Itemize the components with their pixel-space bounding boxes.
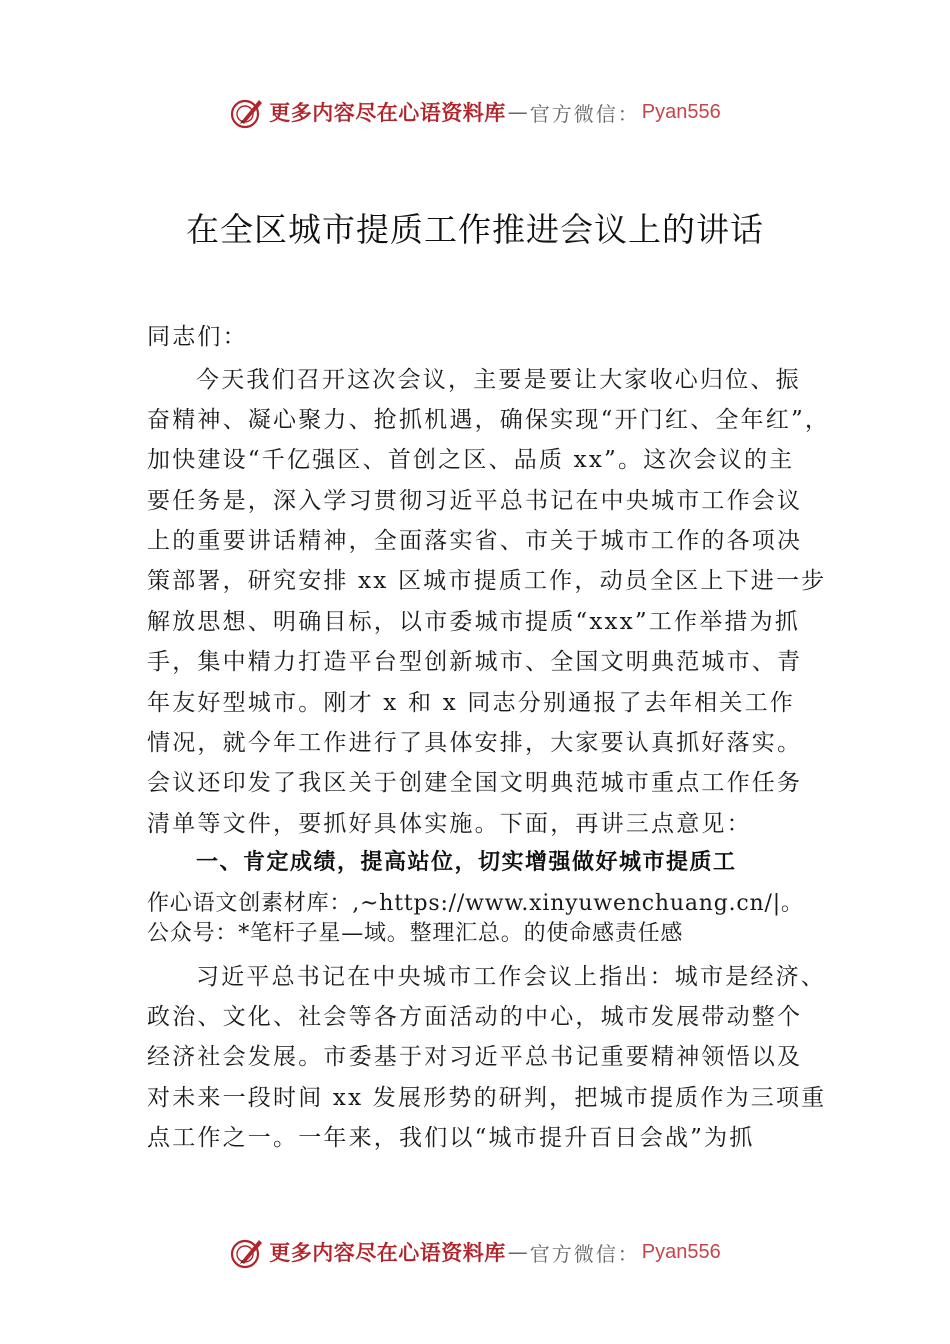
header-watermark-banner bbox=[0, 92, 950, 132]
paragraph-line: 解放思想、明确目标，以市委城市提质“xxx”工作举措为抓 bbox=[147, 609, 801, 635]
paragraph-line: 上的重要讲话精神，全面落实省、市关于城市工作的各项决 bbox=[147, 528, 803, 554]
paragraph-line: 政治、文化、社会等各方面活动的中心，城市发展带动整个 bbox=[147, 1004, 803, 1030]
paragraph-line: 策部署，研究安排 xx 区城市提质工作，动员全区上下进一步 bbox=[147, 568, 827, 594]
paragraph-line: 情况，就今年工作进行了具体安排，大家要认真抓好落实。 bbox=[147, 730, 803, 756]
paragraph-line: 奋精神、凝心聚力、抢抓机遇，确保实现“开门红、全年红”， bbox=[147, 407, 831, 433]
paragraph-line: 清单等文件，要抓好具体实施。下面，再讲三点意见： bbox=[147, 811, 752, 837]
heading-continuation-line: 作心语文创素材库：,~https://www.xinyuwenchuang.cn/|。 bbox=[147, 891, 804, 916]
banner-separator: — bbox=[507, 100, 528, 124]
banner-wechat-label: 官方微信： bbox=[529, 101, 640, 126]
paragraph-line: 会议还印发了我区关于创建全国文明典范城市重点工作任务 bbox=[147, 770, 803, 796]
quill-pen-seal-icon bbox=[229, 1234, 265, 1270]
document-title: 在全区城市提质工作推进会议上的讲话 bbox=[186, 210, 764, 249]
banner-text: 更多内容尽在心语资料库 bbox=[269, 1240, 506, 1265]
paragraph-line: 年友好型城市。刚才 x 和 x 同志分别通报了去年相关工作 bbox=[147, 690, 795, 716]
heading-continuation-line: 公众号：*笔杆子星—域。整理汇总。的使命感责任感 bbox=[147, 921, 684, 946]
paragraph-line: 经济社会发展。市委基于对习近平总书记重要精神领悟以及 bbox=[147, 1044, 803, 1070]
paragraph-line: 今天我们召开这次会议，主要是要让大家收心归位、振 bbox=[196, 367, 801, 393]
section-heading: 一、肯定成绩，提高站位，切实增强做好城市提质工 bbox=[196, 850, 737, 875]
paragraph-line: 要任务是，深入学习贯彻习近平总书记在中央城市工作会议 bbox=[147, 488, 803, 514]
paragraph-line: 加快建设“千亿强区、首创之区、品质 xx”。这次会议的主 bbox=[147, 447, 795, 473]
footer-watermark-banner bbox=[0, 1232, 950, 1272]
paragraph-line: 手，集中精力打造平台型创新城市、全国文明典范城市、青 bbox=[147, 649, 803, 675]
paragraph-line: 习近平总书记在中央城市工作会议上指出：城市是经济、 bbox=[196, 964, 826, 990]
greeting: 同志们： bbox=[147, 324, 248, 350]
quill-pen-seal-icon bbox=[229, 94, 265, 130]
banner-wechat-id: Pyan556 bbox=[641, 100, 721, 123]
banner-wechat-id: Pyan556 bbox=[641, 1240, 721, 1263]
paragraph-line: 对未来一段时间 xx 发展形势的研判，把城市提质作为三项重 bbox=[147, 1085, 827, 1111]
banner-text: 更多内容尽在心语资料库 bbox=[269, 100, 506, 125]
banner-separator: — bbox=[507, 1240, 528, 1264]
banner-wechat-label: 官方微信： bbox=[529, 1241, 640, 1266]
paragraph-line: 点工作之一。一年来，我们以“城市提升百日会战”为抓 bbox=[147, 1125, 755, 1151]
